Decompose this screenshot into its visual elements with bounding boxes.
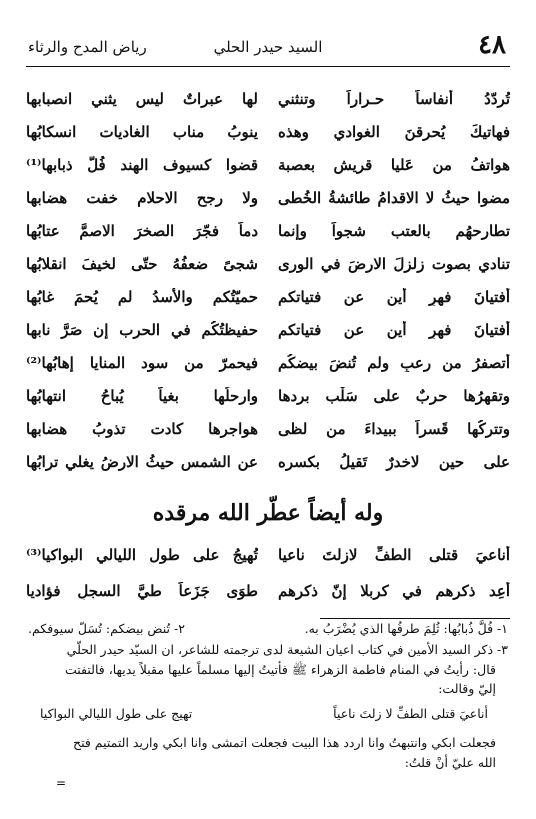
verse-second-hemistich: عن الشمس حيثُ الارضُ يغلي ترابُها — [26, 452, 258, 471]
verse-second-hemistich: وارحلُها بغياً يُباحُ انتهابُها — [26, 386, 258, 405]
verse-second-hemistich: ينوبُ مناب الغاديات انسكابُها — [26, 122, 258, 141]
verse-second-hemistich: حميّتُكم والأسدُ لم يُحمَ غابُها — [26, 287, 258, 306]
verse-first-hemistich: وتتركُها قَسراً ببيداءَ من لظى — [278, 419, 510, 438]
verse-second-hemistich: دماً فجّرَ الصخرَ الاصمَّ عتابُها — [26, 221, 258, 240]
verse-line — [26, 214, 510, 247]
footnote-row — [28, 619, 508, 638]
verse-line — [26, 346, 510, 379]
footnote-verse-first-hemistich: أناعيَ قتلى الطفِّ لا زلتَ ناعياً — [333, 706, 488, 721]
poem-first — [26, 82, 510, 478]
verse-first-hemistich: مضوا حيثُ لا الاقدامُ طائشةُ الخُطى — [278, 188, 510, 207]
footnote-3-line-1: ٣- ذكر السيد الأمين في كتاب اعيان الشيعة لدى ترجمته للشاعر، ان السيّد حيدر الحلّي — [66, 642, 508, 657]
verse-line — [26, 247, 510, 280]
verse-second-hemistich: شجىً ضعفُهُ حتّى لخيفَ انقلابُها — [26, 254, 258, 273]
verse-second-hemistich: طوَى جَزَعاً طيَّ السجلِ فؤاديا — [26, 582, 258, 600]
running-header-author: السيد حيدر الحلي — [213, 38, 323, 56]
verse-second-hemistich: فيحمرّ من سود المنايا إهابُها⁽²⁾ — [26, 353, 258, 372]
verse-line — [26, 148, 510, 181]
poem-heading: وله أيضاً عطّر الله مرقده — [152, 500, 384, 526]
verse-line — [26, 181, 510, 214]
verse-line — [26, 313, 510, 346]
footnote-verse-second-hemistich: تهيج على طول الليالي البواكيا — [40, 706, 193, 721]
footnote-1: ١- فُلَّ ذُبابُها: ثُلِمَ طرفُها الذي يُضْرَبُ به. — [304, 621, 508, 636]
footnote-3-line-3: إليّ وقالت: — [438, 681, 496, 696]
page-number: ٤٨ — [478, 30, 506, 60]
verse-second-hemistich: لها عبراتٌ ليس يثني انصبابها — [26, 89, 258, 108]
footnote-2: ٢- تُنض بيضكم: تُسَلّ سيوفكم. — [28, 621, 185, 636]
verse-second-hemistich: حفيظتُكُم في الحرب إن صَرَّ نابها — [26, 320, 258, 339]
verse-line — [26, 280, 510, 313]
verse-first-hemistich: أتصفرُ من رعبٍ ولم تُنضَ بيضكُم — [278, 353, 510, 372]
verse-line — [26, 537, 510, 573]
footnote-3-line-5: الله عليّ أنْ قلتُ: — [404, 755, 496, 770]
verse-first-hemistich: فهاتيكَ يُحرقنَ الغوادي وهذه — [278, 122, 510, 141]
verse-line — [26, 379, 510, 412]
running-header-book-title: رياض المدح والرثاء — [28, 38, 147, 56]
verse-line — [26, 115, 510, 148]
footnote-3-line-4: فجعلت ابكي وانتبهتُ وانا اردد هذا البيت فجعلت اتمشى وانا ابكي واريد التمتيم فتح — [73, 735, 496, 750]
verse-line — [26, 573, 510, 609]
verse-first-hemistich: وتقهرُها حربٌ على سَلْب بردها — [278, 386, 510, 405]
verse-first-hemistich: هواتفُ من عَليا قريش بعصبة — [278, 155, 510, 174]
header-rule — [26, 66, 510, 67]
verse-second-hemistich: هواجرها كادت تذوبُ هضابها — [26, 419, 258, 438]
verse-second-hemistich: تُهيجُ على طول الليالي البواكيا⁽³⁾ — [26, 546, 258, 564]
verse-first-hemistich: أفتيانَ فهرٍ أين عن فتياتكم — [278, 320, 510, 339]
verse-first-hemistich: تُردّدُ أنفاساً حـراراً وتنثني — [278, 89, 510, 108]
verse-first-hemistich: أناعيَ قتلى الطفِّ لازلتَ ناعيا — [278, 546, 510, 564]
verse-first-hemistich: أعِد ذكرهم في كربلا إنّ ذكرهم — [278, 582, 510, 600]
verse-first-hemistich: على حينِ لاخدرٌ تَقيلُ بكسره — [278, 452, 510, 471]
verse-line — [26, 82, 510, 115]
verse-second-hemistich: قضوا كسيوف الهند فُلَّ ذبابها⁽¹⁾ — [26, 155, 258, 174]
verse-first-hemistich: تنادي بصوت زلزلَ الارضَ في الورى — [278, 254, 510, 273]
verse-line — [26, 445, 510, 478]
verse-line — [26, 412, 510, 445]
verse-first-hemistich: تطارحهُم بالعتب شجواً وإنما — [278, 221, 510, 240]
footnote-verse — [40, 704, 488, 723]
poem-second — [26, 537, 510, 609]
verse-second-hemistich: ولا رجح الاحلام خفت هضابها — [26, 188, 258, 207]
continuation-mark: = — [56, 776, 67, 790]
verse-first-hemistich: أفتيانَ فهرٍ أين عن فتياتكم — [278, 287, 510, 306]
footnote-3-line-2: قال: رأيتُ في المنام فاطمة الزهراء ﷺ فأتيتُ إليها مسلماً عليها مقبلاً يديها، فالتفتت — [65, 662, 496, 677]
